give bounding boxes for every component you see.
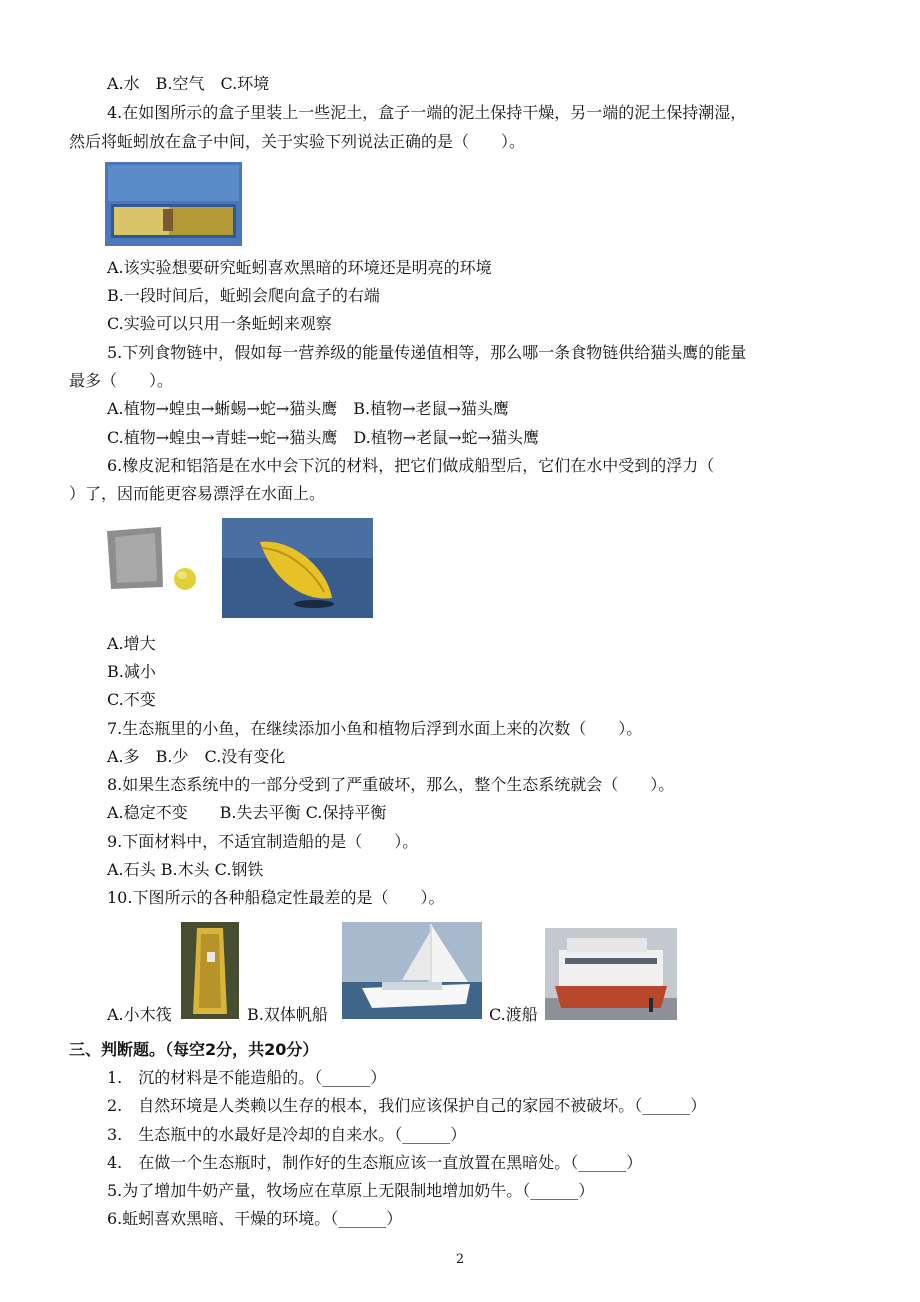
judge-item-1: 1. 沉的材料是不能造船的。（______） — [107, 1068, 387, 1087]
q5-options-cd: C.植物→蝗虫→青蛙→蛇→猫头鹰 D.植物→老鼠→蛇→猫头鹰 — [107, 428, 539, 447]
q4-option-c: C.实验可以只用一条蚯蚓来观察 — [107, 314, 332, 333]
q5-options-ab: A.植物→蝗虫→蜥蜴→蛇→猫头鹰 B.植物→老鼠→猫头鹰 — [107, 399, 509, 418]
q9-options: A.石头 B.木头 C.钢铁 — [107, 860, 264, 879]
q3-options: A.水 B.空气 C.环境 — [107, 74, 270, 93]
q10-option-b: B.双体帆船 — [247, 1005, 328, 1024]
section-title-judge: 三、判断题。（每空2分，共20分） — [69, 1040, 319, 1059]
q8-stem: 8.如果生态系统中的一部分受到了严重破坏，那么，整个生态系统就会（ ）。 — [107, 775, 675, 794]
q7-stem: 7.生态瓶里的小鱼，在继续添加小鱼和植物后浮到水面上来的次数（ ）。 — [107, 719, 643, 738]
q7-options: A.多 B.少 C.没有变化 — [107, 747, 286, 766]
q4-stem-line1: 4.在如图所示的盒子里装上一些泥土，盒子一端的泥土保持干燥，另一端的泥土保持潮湿， — [107, 103, 747, 122]
catamaran-image — [342, 922, 482, 1019]
foil-and-clay-image — [105, 527, 198, 594]
q4-option-b: B.一段时间后，蚯蚓会爬向盒子的右端 — [107, 286, 380, 305]
page-number: 2 — [455, 1252, 465, 1267]
clay-boat-water-image — [222, 518, 373, 618]
q9-stem: 9.下面材料中，不适宜制造船的是（ ）。 — [107, 832, 419, 851]
judge-item-6: 6.蚯蚓喜欢黑暗、干燥的环境。（______） — [107, 1209, 403, 1228]
ferry-image — [545, 928, 677, 1020]
q6-option-a: A.增大 — [107, 634, 156, 653]
q6-stem-line1: 6.橡皮泥和铝箔是在水中会下沉的材料，把它们做成船型后，它们在水中受到的浮力（ — [107, 456, 715, 475]
q6-option-c: C.不变 — [107, 690, 156, 709]
q10-option-a: A.小木筏 — [107, 1005, 172, 1024]
q5-stem-line2: 最多（ ）。 — [69, 371, 174, 390]
q4-option-a: A.该实验想要研究蚯蚓喜欢黑暗的环境还是明亮的环境 — [107, 258, 492, 277]
q6-option-b: B.减小 — [107, 662, 156, 681]
q4-stem-line2: 然后将蚯蚓放在盒子中间，关于实验下列说法正确的是（ ）。 — [69, 132, 526, 151]
earthworm-box-image — [105, 162, 242, 246]
q8-options: A.稳定不变 B.失去平衡 C.保持平衡 — [107, 803, 387, 822]
q5-stem-line1: 5.下列食物链中，假如每一营养级的能量传递值相等，那么哪一条食物链供给猫头鹰的能量 — [107, 343, 747, 362]
judge-item-4: 4. 在做一个生态瓶时，制作好的生态瓶应该一直放置在黑暗处。（______） — [107, 1153, 643, 1172]
judge-item-5: 5.为了增加牛奶产量，牧场应在草原上无限制地增加奶牛。（______） — [107, 1181, 595, 1200]
q10-stem: 10.下图所示的各种船稳定性最差的是（ ）。 — [107, 888, 445, 907]
judge-item-2: 2. 自然环境是人类赖以生存的根本，我们应该保护自己的家园不被破坏。（______） — [107, 1096, 707, 1115]
q6-stem-line2: ）了，因而能更容易漂浮在水面上。 — [69, 484, 326, 503]
judge-item-3: 3. 生态瓶中的水最好是冷却的自来水。（______） — [107, 1125, 467, 1144]
raft-image — [181, 922, 239, 1019]
q10-option-c: C.渡船 — [489, 1005, 538, 1024]
